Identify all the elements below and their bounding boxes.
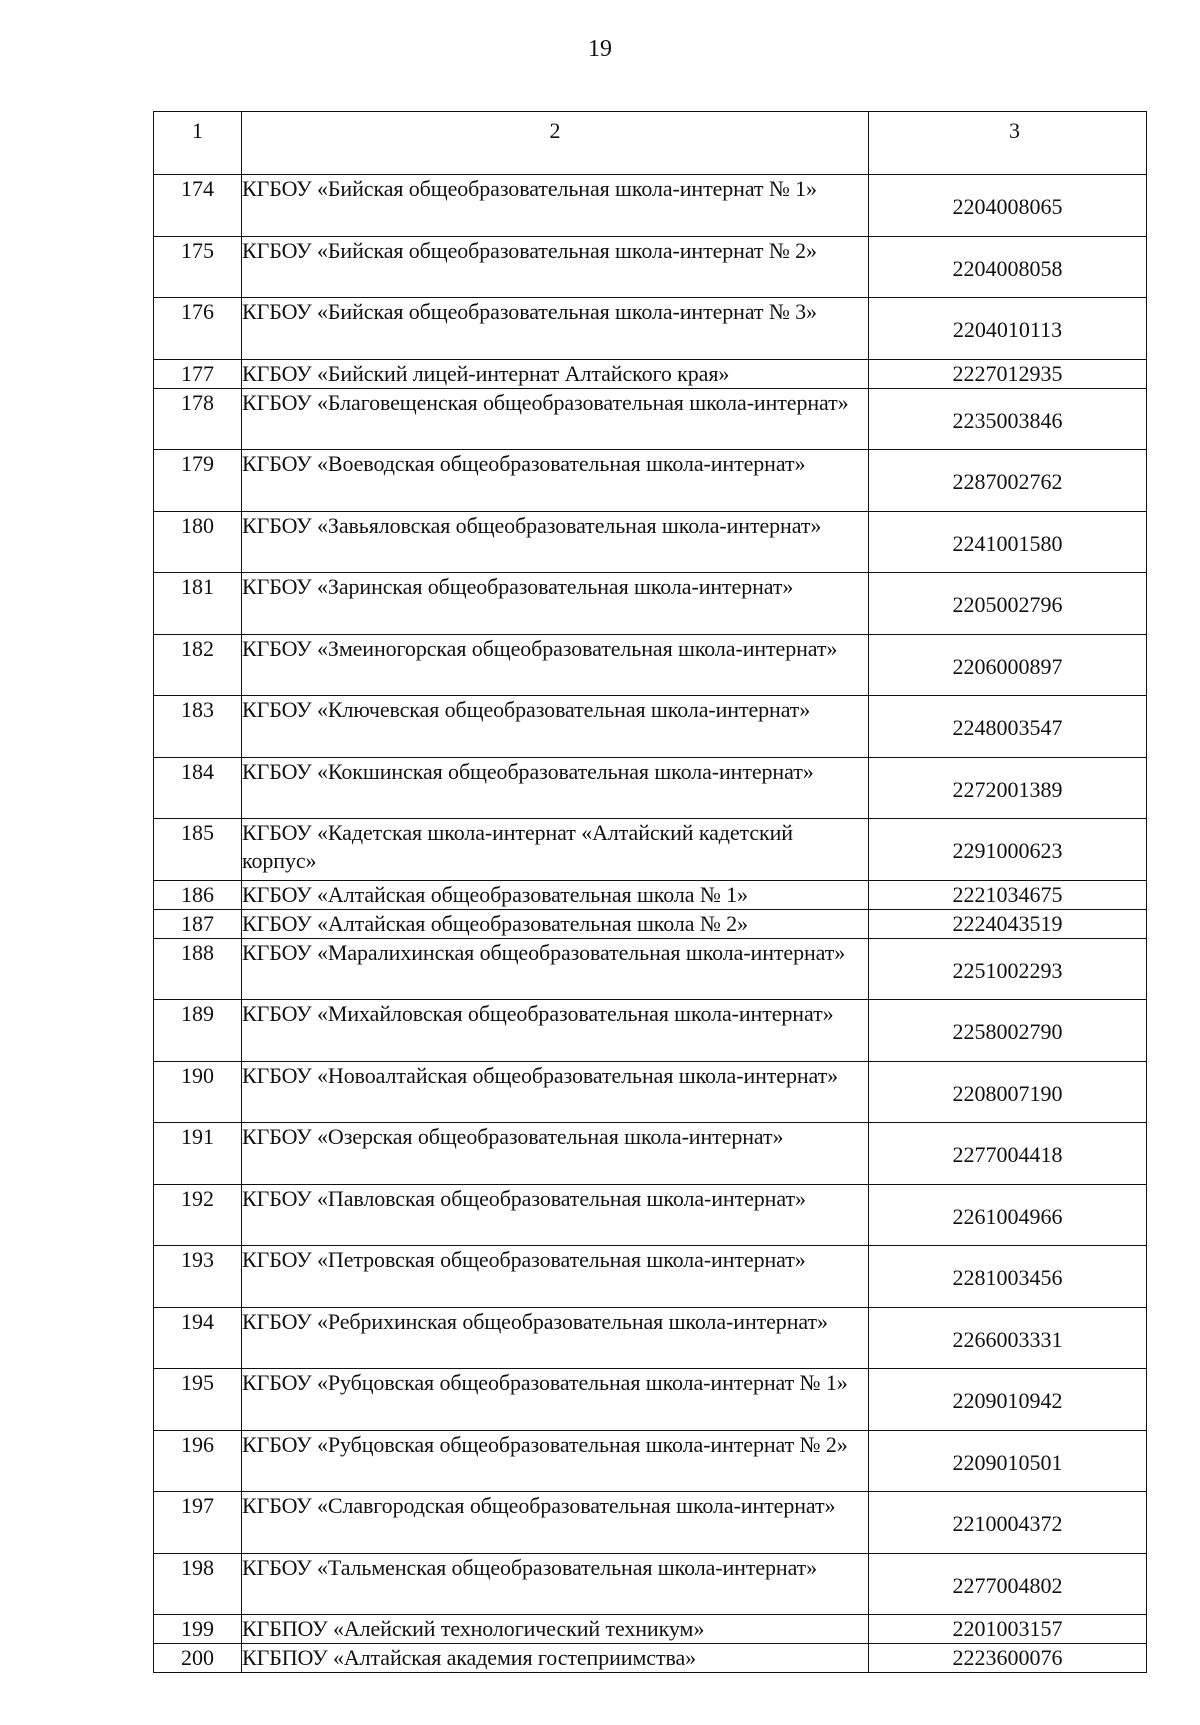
organization-inn: 2291000623 — [869, 819, 1147, 881]
table-body — [154, 175, 1147, 1673]
organization-inn: 2235003846 — [869, 388, 1147, 450]
organization-inn: 2206000897 — [869, 634, 1147, 696]
organization-inn: 2224043519 — [869, 909, 1147, 938]
table-row — [154, 1184, 1147, 1246]
organization-name: КГБОУ «Алтайская общеобразовательная школа № 1» — [242, 880, 869, 909]
row-number: 181 — [154, 573, 242, 635]
organization-inn: 2261004966 — [869, 1184, 1147, 1246]
table-row — [154, 573, 1147, 635]
row-number: 194 — [154, 1307, 242, 1369]
organization-name: КГБОУ «Петровская общеобразовательная школа-интернат» — [242, 1246, 869, 1308]
organization-name: КГБОУ «Бийский лицей-интернат Алтайского края» — [242, 359, 869, 388]
table-row — [154, 1246, 1147, 1308]
row-number: 185 — [154, 819, 242, 881]
organization-inn: 2227012935 — [869, 359, 1147, 388]
table-row — [154, 298, 1147, 360]
organization-inn: 2277004802 — [869, 1553, 1147, 1615]
organization-name: КГБОУ «Михайловская общеобразовательная школа-интернат» — [242, 1000, 869, 1062]
row-number: 175 — [154, 236, 242, 298]
row-number: 190 — [154, 1061, 242, 1123]
organization-inn: 2204008058 — [869, 236, 1147, 298]
table-row — [154, 819, 1147, 881]
row-number: 198 — [154, 1553, 242, 1615]
row-number: 193 — [154, 1246, 242, 1308]
organization-name: КГБПОУ «Алтайская академия гостеприимства» — [242, 1644, 869, 1673]
table-row — [154, 450, 1147, 512]
row-number: 186 — [154, 880, 242, 909]
registry-table — [153, 111, 1147, 1673]
organization-name: КГБОУ «Змеиногорская общеобразовательная школа-интернат» — [242, 634, 869, 696]
table-row — [154, 1061, 1147, 1123]
organization-inn: 2287002762 — [869, 450, 1147, 512]
table-row — [154, 696, 1147, 758]
organization-name: КГБОУ «Рубцовская общеобразовательная школа-интернат № 2» — [242, 1430, 869, 1492]
organization-inn: 2205002796 — [869, 573, 1147, 635]
organization-inn: 2248003547 — [869, 696, 1147, 758]
organization-inn: 2251002293 — [869, 938, 1147, 1000]
organization-name: КГБОУ «Ребрихинская общеобразовательная школа-интернат» — [242, 1307, 869, 1369]
row-number: 187 — [154, 909, 242, 938]
organization-name: КГБОУ «Алтайская общеобразовательная школа № 2» — [242, 909, 869, 938]
row-number: 177 — [154, 359, 242, 388]
organization-inn: 2241001580 — [869, 511, 1147, 573]
page-number: 19 — [588, 36, 612, 62]
table-row — [154, 938, 1147, 1000]
organization-name: КГБОУ «Бийская общеобразовательная школа-интернат № 2» — [242, 236, 869, 298]
column-header-inn: 3 — [869, 112, 1147, 175]
organization-name: КГБПОУ «Алейский технологический техникум» — [242, 1615, 869, 1644]
row-number: 176 — [154, 298, 242, 360]
organization-inn: 2258002790 — [869, 1000, 1147, 1062]
table-row — [154, 1492, 1147, 1554]
organization-inn: 2223600076 — [869, 1644, 1147, 1673]
row-number: 174 — [154, 175, 242, 237]
row-number: 189 — [154, 1000, 242, 1062]
organization-inn: 2210004372 — [869, 1492, 1147, 1554]
organization-name: КГБОУ «Кокшинская общеобразовательная школа-интернат» — [242, 757, 869, 819]
organization-inn: 2281003456 — [869, 1246, 1147, 1308]
table-row — [154, 236, 1147, 298]
organization-name: КГБОУ «Заринская общеобразовательная школа-интернат» — [242, 573, 869, 635]
organization-name: КГБОУ «Благовещенская общеобразовательная школа-интернат» — [242, 388, 869, 450]
column-header-number: 1 — [154, 112, 242, 175]
row-number: 199 — [154, 1615, 242, 1644]
table-row — [154, 909, 1147, 938]
organization-inn: 2209010501 — [869, 1430, 1147, 1492]
organization-name: КГБОУ «Бийская общеобразовательная школа-интернат № 1» — [242, 175, 869, 237]
row-number: 191 — [154, 1123, 242, 1185]
organization-name: КГБОУ «Рубцовская общеобразовательная школа-интернат № 1» — [242, 1369, 869, 1431]
table-row — [154, 388, 1147, 450]
row-number: 196 — [154, 1430, 242, 1492]
table-row — [154, 511, 1147, 573]
row-number: 197 — [154, 1492, 242, 1554]
organization-name: КГБОУ «Тальменская общеобразовательная школа-интернат» — [242, 1553, 869, 1615]
organization-inn: 2209010942 — [869, 1369, 1147, 1431]
row-number: 184 — [154, 757, 242, 819]
organization-name: КГБОУ «Ключевская общеобразовательная школа-интернат» — [242, 696, 869, 758]
organization-name: КГБОУ «Завьяловская общеобразовательная школа-интернат» — [242, 511, 869, 573]
column-header-name: 2 — [242, 112, 869, 175]
row-number: 195 — [154, 1369, 242, 1431]
organization-name: КГБОУ «Павловская общеобразовательная школа-интернат» — [242, 1184, 869, 1246]
organization-inn: 2204010113 — [869, 298, 1147, 360]
table-row — [154, 880, 1147, 909]
organization-inn: 2272001389 — [869, 757, 1147, 819]
table-row — [154, 1000, 1147, 1062]
organization-name: КГБОУ «Воеводская общеобразовательная школа-интернат» — [242, 450, 869, 512]
organization-name: КГБОУ «Славгородская общеобразовательная школа-интернат» — [242, 1492, 869, 1554]
table-row — [154, 175, 1147, 237]
organization-inn: 2208007190 — [869, 1061, 1147, 1123]
organization-name: КГБОУ «Кадетская школа-интернат «Алтайский кадетский корпус» — [242, 819, 869, 881]
organization-inn: 2204008065 — [869, 175, 1147, 237]
organization-name: КГБОУ «Новоалтайская общеобразовательная школа-интернат» — [242, 1061, 869, 1123]
row-number: 182 — [154, 634, 242, 696]
table-header-row — [154, 112, 1147, 175]
table-row — [154, 1615, 1147, 1644]
organization-name: КГБОУ «Маралихинская общеобразовательная школа-интернат» — [242, 938, 869, 1000]
organization-inn: 2221034675 — [869, 880, 1147, 909]
row-number: 188 — [154, 938, 242, 1000]
row-number: 180 — [154, 511, 242, 573]
table-row — [154, 757, 1147, 819]
organization-inn: 2277004418 — [869, 1123, 1147, 1185]
organization-name: КГБОУ «Бийская общеобразовательная школа-интернат № 3» — [242, 298, 869, 360]
row-number: 200 — [154, 1644, 242, 1673]
row-number: 179 — [154, 450, 242, 512]
table-row — [154, 1123, 1147, 1185]
row-number: 183 — [154, 696, 242, 758]
table-row — [154, 1644, 1147, 1673]
organization-inn: 2266003331 — [869, 1307, 1147, 1369]
table-row — [154, 1369, 1147, 1431]
table-row — [154, 1430, 1147, 1492]
organization-name: КГБОУ «Озерская общеобразовательная школа-интернат» — [242, 1123, 869, 1185]
table-row — [154, 634, 1147, 696]
row-number: 178 — [154, 388, 242, 450]
row-number: 192 — [154, 1184, 242, 1246]
organization-inn: 2201003157 — [869, 1615, 1147, 1644]
table-row — [154, 1307, 1147, 1369]
table-row — [154, 1553, 1147, 1615]
table-row — [154, 359, 1147, 388]
